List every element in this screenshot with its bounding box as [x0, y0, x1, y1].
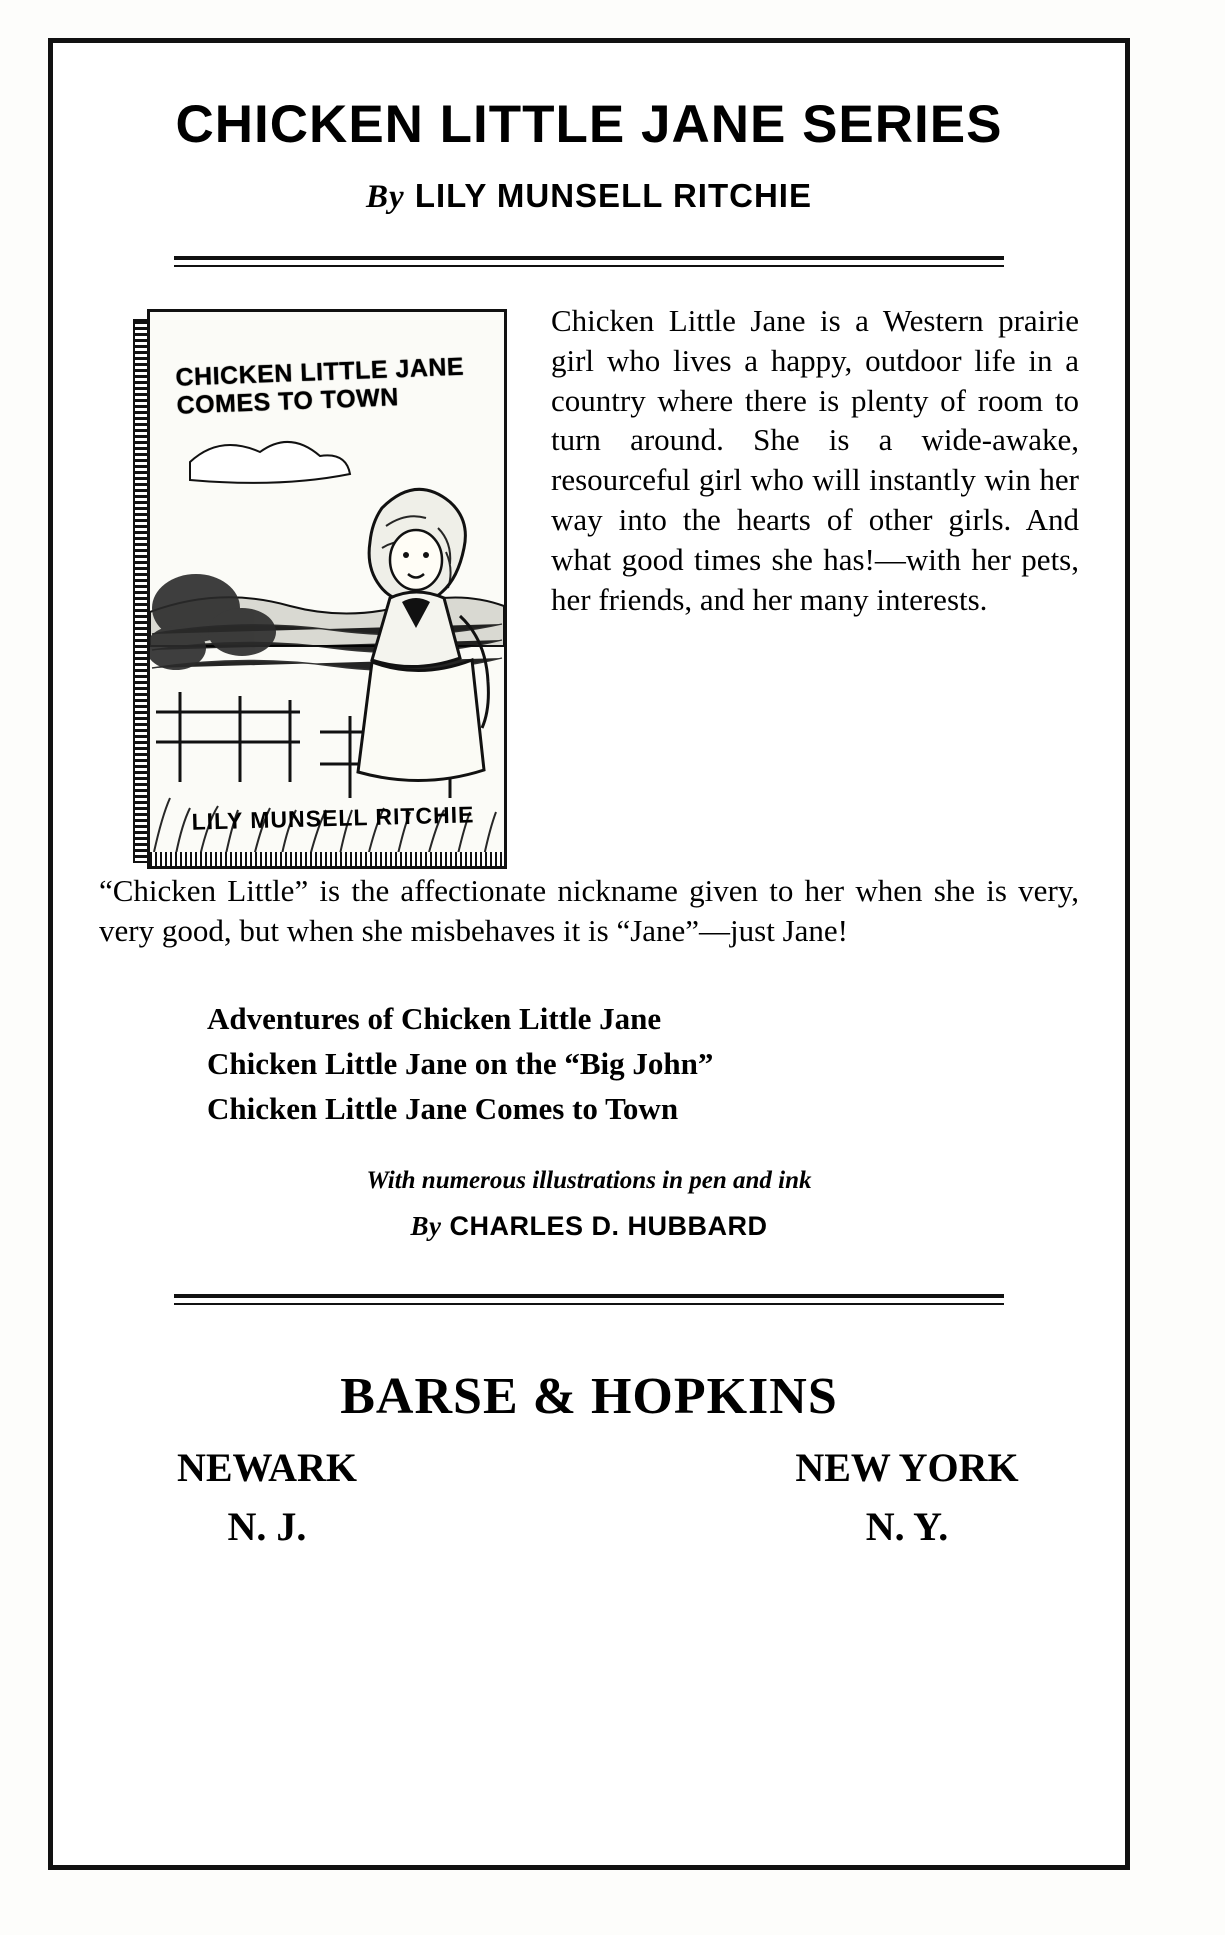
divider-rule-thin	[174, 1303, 1004, 1305]
publisher-city-left	[137, 1444, 397, 1550]
list-item: Chicken Little Jane Comes to Town	[207, 1090, 679, 1126]
list-item: Adventures of Chicken Little Jane	[207, 1000, 662, 1036]
publisher-city-right	[757, 1444, 1057, 1550]
book-cover-frame	[147, 309, 507, 869]
description-paragraph-bottom: “Chicken Little” is the affectionate nickname given to her when she is very, very good, but when she misbehaves it is “Jane”—just Jane!	[99, 873, 1079, 948]
author-name: LILY MUNSELL RITCHIE	[414, 177, 812, 214]
book-titles-list	[207, 997, 1079, 1132]
publisher-cities	[99, 1444, 1079, 1564]
cover-hatch-bottom-icon	[150, 852, 504, 866]
book-cover-image	[147, 309, 507, 869]
illustrator-line	[99, 1211, 1079, 1242]
divider-bottom	[174, 1294, 1004, 1305]
author-line	[53, 177, 1125, 216]
ad-border-frame	[48, 38, 1130, 1870]
illustrator-name: CHARLES D. HUBBARD	[449, 1211, 768, 1242]
ad-content	[53, 43, 1125, 1865]
illustrator-by-word: By	[410, 1211, 442, 1242]
cover-title-text: CHICKEN LITTLE JANE COMES TO TOWN	[175, 352, 465, 420]
illustration-note: With numerous illustrations in pen and ink	[366, 1167, 812, 1195]
divider-rule-thick	[174, 1294, 1004, 1298]
divider-rule-thick	[174, 256, 1004, 260]
book-cover-figure	[147, 309, 525, 869]
city-state: N. J.	[227, 1504, 307, 1550]
description-paragraph-top: Chicken Little Jane is a Western prairie girl who lives a happy, outdoor life in a country where there is plenty of room to turn around. She is a wide-awake, resourceful girl who will instantly win her way into the hearts of other girls. And what good times she has!—with her pets, her friends, and her many interests.	[551, 303, 1079, 617]
divider-top	[174, 256, 1004, 267]
page-title: CHICKEN LITTLE JANE SERIES	[175, 95, 1003, 154]
list-item: Chicken Little Jane on the “Big John”	[207, 1045, 714, 1081]
city-name: NEWARK	[176, 1445, 358, 1491]
divider-rule-thin	[174, 265, 1004, 267]
author-by-word: By	[366, 179, 405, 215]
body-area	[99, 301, 1079, 1564]
publisher-name: BARSE & HOPKINS	[340, 1368, 838, 1426]
city-name: NEW YORK	[795, 1445, 1019, 1491]
cover-author-text: LILY MUNSELL RITCHIE	[191, 801, 475, 835]
city-state: N. Y.	[865, 1504, 949, 1550]
